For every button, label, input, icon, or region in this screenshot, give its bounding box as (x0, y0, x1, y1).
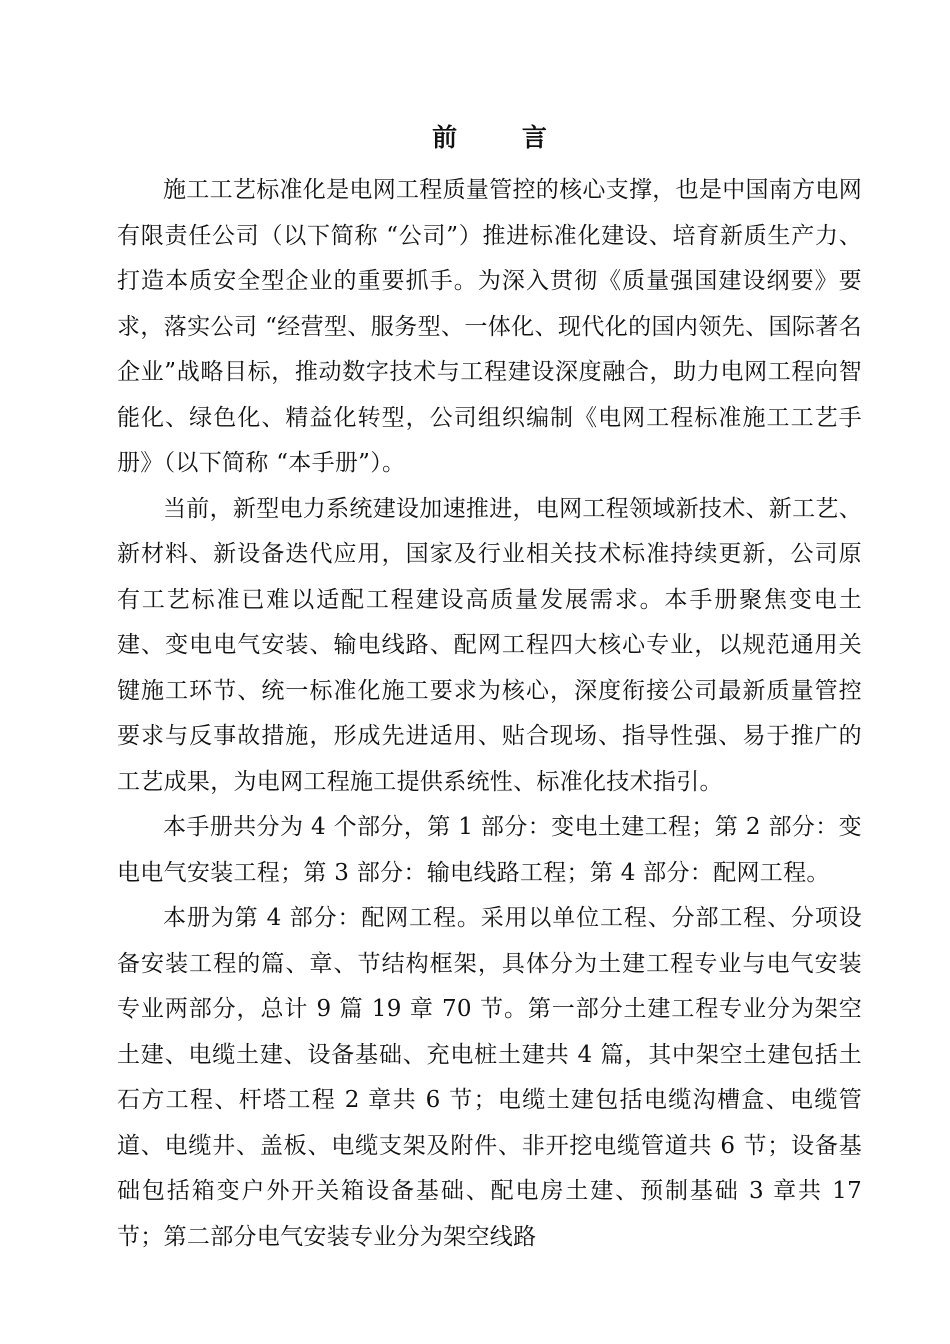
page-title: 前 言 (432, 123, 575, 152)
paragraph-intro: 施工工艺标准化是电网工程质量管控的核心支撑，也是中国南方电网有限责任公司（以下简称 “公司”）推进标准化建设、培育新质生产力、打造本质安全型企业的重要抓手。为深入贯彻《质量强国建设纲要》要求，落实公司 “经营型、服务型、一体化、现代化的国内领先、国际著名企业”战略目标，推动数字技术与工程建设深度融合，助力电网工程向智能化、绿色化、精益化转型，公司组织编制《电网工程标准施工工艺手册》（以下简称 “本手册”）。 (117, 177, 862, 476)
paragraph-structure: 本手册共分为 4 个部分，第 1 部分：变电土建工程；第 2 部分：变电电气安装工程；第 3 部分：输电线路工程；第 4 部分：配网工程。 (117, 814, 862, 886)
document-page (117, 118, 862, 1260)
paragraph-volume-4: 本册为第 4 部分：配网工程。采用以单位工程、分部工程、分项设备安装工程的篇、章、节结构框架，具体分为土建工程专业与电气安装专业两部分，总计 9 篇 19 章 70 节。第一部分土建工程专业分为架空土建、电缆土建、设备基础、充电桩土建共 4 篇，其中架空土建包括土石方工程、杆塔工程 2 章共 6 节；电缆土建包括电缆沟槽盒、电缆管道、电缆井、盖板、电缆支架及附件、非开挖电缆管道共 6 节；设备基础包括箱变户外开关箱设备基础、配电房土建、预制基础 3 章共 17 节；第二部分电气安装专业分为架空线路 (117, 905, 862, 1250)
paragraph-background: 当前，新型电力系统建设加速推进，电网工程领域新技术、新工艺、新材料、新设备迭代应用，国家及行业相关技术标准持续更新，公司原有工艺标准已难以适配工程建设高质量发展需求。本手册聚焦变电土建、变电电气安装、输电线路、配网工程四大核心专业，以规范通用关键施工环节、统一标准化施工要求为核心，深度衔接公司最新质量管控要求与反事故措施，形成先进适用、贴合现场、指导性强、易于推广的工艺成果，为电网工程施工提供系统性、标准化技术指引。 (117, 495, 862, 795)
